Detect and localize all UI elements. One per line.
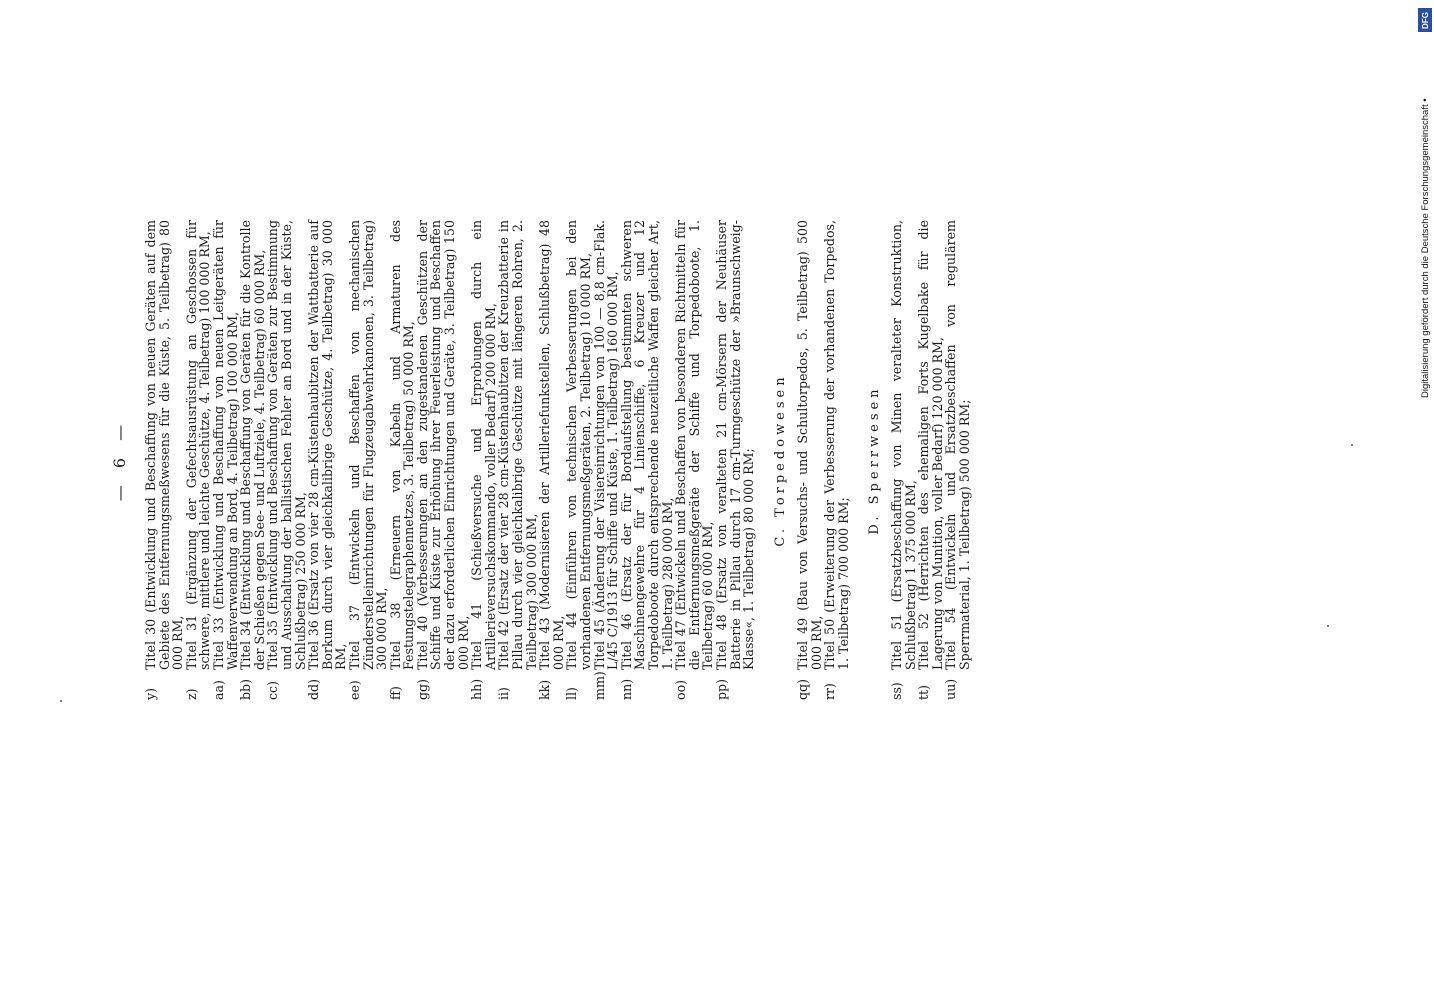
item-label: ll)	[564, 687, 580, 700]
dfg-logo: DFG	[1418, 8, 1432, 32]
item-label: cc)	[265, 680, 281, 700]
item-text: Titel 43 (Modernisieren der Artilleriefunkstellen, Schlußbetrag) 48 000 RM,	[537, 220, 566, 670]
list-item	[307, 220, 348, 700]
item-text: Titel 51 (Ersatzbeschaffung von Minen veralteter Konstruktion, Schlußbetrag) 1 375 000 RM,	[889, 220, 918, 670]
item-label: hh)	[469, 678, 485, 700]
scan-speck	[60, 700, 62, 702]
list-item	[144, 220, 185, 700]
list-item	[538, 220, 565, 700]
item-text: Titel 47 (Entwickeln und Beschaffen von besonderen Richtmitteln für die Entfernungsmeßgeräte der Schiffe und Torpedoboote, 1. Teilbetrag) 60 000 RM,	[673, 220, 716, 670]
list-item	[593, 220, 620, 700]
list-item	[239, 220, 266, 700]
item-label: nn)	[618, 678, 634, 700]
section-c-list	[796, 220, 850, 700]
item-text: Titel 49 (Bau von Versuchs- und Schultorpedos, 5. Teilbetrag) 500 000 RM,	[795, 220, 824, 670]
list-item	[565, 220, 592, 700]
digitization-stamp-text: Digitalisierung gefördert durch die Deutsche Forschungsgemeinschaft •	[1420, 98, 1431, 398]
section-d-list	[890, 220, 972, 700]
item-text: Titel 46 (Ersatz der für Bordaufstellung bestimmten schweren Maschinengewehre für 4 Linienschiffe, 6 Kreuzer und 12 Torpedoboote durch entsprechende neuzeitliche Waffen gleicher Art, 1. Teilbetrag) 280 000 RM,	[618, 220, 675, 670]
list-item	[890, 220, 917, 700]
list-item	[944, 220, 971, 700]
item-text: Titel 31 (Ergänzung der Gefechtsausrüstung an Geschossen für schwere, mittlere und leichte Geschütze, 4. Teilbetrag) 100 000 RM,	[183, 220, 213, 670]
item-text: Titel 36 (Ersatz von vier 28 cm-Küstenhaubitzen der Wattbatterie auf Borkum durch vier gleichkalibrige Geschütze, 4. Teilbetrag) 30 000 RM,	[306, 220, 349, 670]
list-item	[715, 220, 756, 700]
list-item	[348, 220, 389, 700]
item-label: bb)	[238, 678, 254, 700]
item-text: Titel 35 (Entwicklung und Beschaffung von Geräten zur Bestimmung und Ausschaltung der ballistischen Fehler an Bord und in der Küste, Schlußbetrag) 250 000 RM,	[265, 220, 308, 670]
digitization-stamp	[1416, 8, 1432, 398]
item-text: Titel 41 (Schießversuche und Erprobungen durch ein Artillerieversuchskommando, voller Bedarf) 200 000 RM,	[469, 220, 498, 670]
item-text: Titel 50 (Erweiterung der Verbesserung der vorhandenen Torpedos, 1. Teilbetrag) 700 000 RM;	[822, 220, 851, 670]
item-label: ff)	[387, 686, 403, 700]
item-label: uu)	[943, 678, 959, 700]
list-item	[917, 220, 944, 700]
list-item	[416, 220, 470, 700]
item-text: Titel 45 (Änderung der Visiereinrichtungen von 100 — 8,8 cm-Flak. L/45 C/1913 für Schiffe und Küste, 1. Teilbetrag) 160 000 RM,	[591, 220, 621, 670]
section-d-heading: D. Sperrwesen	[867, 385, 882, 535]
item-text: Titel 37 (Entwickeln und Beschaffen von mechanischen Zünderstelleinrichtungen für Flugzeugabwehrkanonen, 3. Teilbetrag) 300 000 RM,	[346, 220, 390, 670]
list-item	[823, 220, 850, 700]
item-label: ee)	[346, 680, 362, 700]
item-text: Titel 33 (Entwicklung und Beschaffung von neuen Leitgeräten für Waffenverwendung an Bord, 4. Teilbetrag) 100 000 RM,	[210, 220, 240, 670]
item-label: mm)	[591, 671, 607, 700]
item-label: ii)	[496, 687, 512, 700]
list-item	[497, 220, 538, 700]
list-item	[185, 220, 212, 700]
item-text: Titel 54 (Entwickeln und Ersatzbeschaffen von regulärem Sperrmaterial, 1. Teilbetrag) 500 000 RM;	[943, 220, 972, 670]
item-label: pp)	[713, 678, 729, 700]
item-label: oo)	[673, 679, 689, 700]
item-text: Titel 30 (Entwicklung und Beschaffung von neuen Geräten auf dem Gebiete des Entfernungsmeßwesens für die Küste, 5. Teilbetrag) 80 000 RM,	[143, 220, 186, 670]
item-text: Titel 48 (Ersatz von veralteten 21 cm-Mörsern der Neuhäuser Batterie in Pillau durch 17 cm-Turmgeschütze der »Braunschweig-Klasse«, 1. Teilbetrag) 80 000 RM;	[713, 220, 757, 670]
list-item	[674, 220, 715, 700]
list-item	[389, 220, 416, 700]
list-item	[212, 220, 239, 700]
item-text: Titel 34 (Entwicklung und Beschaffung von Geräten für die Kontrolle der Schießen gegen See- und Luftziele, 4. Teilbetrag) 60 000 RM,	[238, 220, 267, 670]
item-label: tt)	[916, 684, 932, 700]
list-item	[796, 220, 823, 700]
item-label: aa)	[210, 680, 226, 700]
section-b-list	[144, 220, 756, 700]
section-c-heading: C. Torpedowesen	[773, 373, 788, 547]
list-item	[620, 220, 674, 700]
list-item	[266, 220, 307, 700]
scan-speck	[1327, 625, 1329, 627]
item-label: ss)	[889, 682, 904, 700]
item-text: Titel 40 (Verbesserungen an den zugestandenen Geschützen der Schiffe und Küste zur Erhöhung ihrer Feuerleistung und Beschaffen der dazu erforderlichen Einrichtungen und Geräte, 3. Teilbetrag) 150 000 RM,	[414, 220, 471, 670]
item-label: gg)	[414, 678, 430, 700]
item-label: rr)	[822, 683, 838, 700]
item-text: Titel 44 (Einführen von technischen Verbesserungen bei den vorhandenen Entfernungsmeßgeräten, 2. Teilbetrag) 10 000 RM,	[564, 220, 593, 670]
scan-speck	[1351, 444, 1353, 446]
item-text: Titel 52 (Herrichten des ehemaligen Forts Kugelbake für die Lagerung von Munition, voller Bedarf) 120 000 RM,	[916, 220, 945, 670]
item-label: y)	[143, 687, 158, 700]
rotated-text-column	[110, 220, 1350, 700]
item-text: Titel 42 (Ersatz der vier 28 cm-Küstenhaubitzen der Kreuzbatterie in Pillau durch vier gleichkalibrige Geschütze mit längeren Rohren, 2. Teilbetrag) 300 000 RM,	[496, 220, 539, 670]
page-number: — 6 —	[110, 418, 129, 502]
item-label: kk)	[537, 679, 553, 700]
item-label: qq)	[795, 678, 810, 700]
item-text: Titel 38 (Erneuern von Kabeln und Armaturen des Festungstelegraphennetzes, 3. Teilbetrag) 50 000 RM,	[387, 220, 417, 670]
list-item	[470, 220, 497, 700]
item-label: dd)	[306, 678, 322, 700]
item-label: z)	[183, 688, 199, 700]
